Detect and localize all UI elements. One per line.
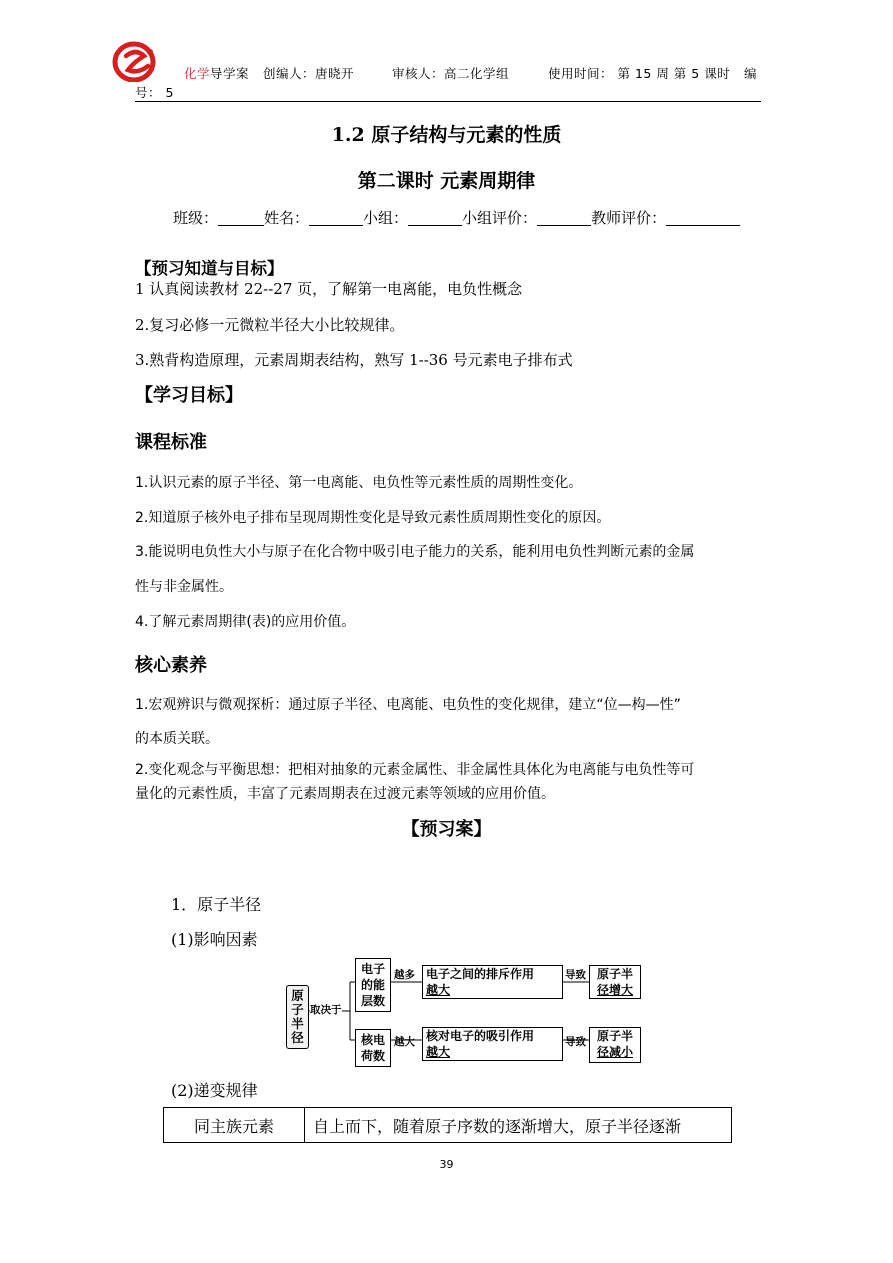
top-factor-line3: 层数 <box>360 994 385 1008</box>
bottom-factor-line2: 荷数 <box>360 1049 385 1063</box>
literacy-item-2: 2.变化观念与平衡思想：把相对抽象的元素金属性、非金属性具体化为电离能与电负性等可 <box>135 762 695 778</box>
class-blank[interactable] <box>218 209 264 226</box>
curriculum-item-2: 2.知道原子核外电子排布呈现周期性变化是导致元素性质周期性变化的原因。 <box>135 510 611 526</box>
bottom-lead-label: 导致 <box>565 1036 586 1048</box>
header-reviewer: 审核人：高二化学组 <box>392 66 510 81</box>
class-label: 班级： <box>173 209 219 227</box>
group-eval-blank[interactable] <box>537 209 591 226</box>
page-number: 39 <box>439 1158 454 1171</box>
root-char-1: 原 <box>291 988 304 1003</box>
preview-goal-2: 2.复习必修一元微粒半径大小比较规律。 <box>135 316 405 334</box>
root-box <box>286 985 309 1049</box>
page-title: 1.2 原子结构与元素的性质 <box>331 124 562 146</box>
table-cell-rule: 自上而下，随着原子序数的逐渐增大，原子半径逐渐 <box>305 1108 732 1143</box>
table-cell-group: 同主族元素 <box>164 1108 305 1143</box>
header-num-label2 <box>135 83 174 101</box>
student-info-line <box>173 207 740 228</box>
top-effect-line1: 电子之间的排斥作用 <box>426 967 535 981</box>
bottom-factor-box <box>355 1029 391 1067</box>
top-effect-box <box>422 965 563 999</box>
header-doc-type: 导学案 <box>210 66 250 81</box>
curriculum-item-1: 1.认识元素的原子半径、第一电离能、电负性等元素性质的周期性变化。 <box>135 475 583 491</box>
literacy-item-1: 1.宏观辨识与微观探析：通过原子半径、电离能、电负性的变化规律，建立“位—构—性” <box>135 697 681 713</box>
preview-goal-3: 3.熟背构造原理，元素周期表结构，熟写 1--36 号元素电子排布式 <box>135 351 573 369</box>
atomic-radius-diagram <box>280 955 650 1070</box>
preview-goal-1: 1 认真阅读教材 22--27 页，了解第一电离能，电负性概念 <box>135 280 523 298</box>
teacher-eval-blank[interactable] <box>666 209 740 226</box>
top-factor-line2: 的能 <box>360 978 385 992</box>
name-label: 姓名： <box>264 209 310 227</box>
teacher-eval-label: 教师评价： <box>591 209 667 227</box>
bottom-effect-box <box>422 1027 563 1061</box>
header-num-value: 5 <box>165 85 174 100</box>
group-blank[interactable] <box>408 209 462 226</box>
top-arrow-label: 越多 <box>394 969 415 981</box>
top-result-line2: 径增大 <box>596 983 633 997</box>
group-eval-label: 小组评价： <box>462 209 538 227</box>
header-subject <box>184 64 249 82</box>
literacy-item-2-cont: 量化的元素性质，丰富了元素周期表在过渡元素等领域的应用价值。 <box>135 786 555 802</box>
group-label: 小组： <box>363 209 409 227</box>
trend-heading: (2)递变规律 <box>171 1081 258 1100</box>
header-divider <box>135 101 761 102</box>
root-char-2: 子 <box>291 1002 304 1017</box>
curriculum-item-3-cont: 性与非金属性。 <box>135 579 233 595</box>
top-result-box <box>589 965 641 999</box>
bottom-arrow-label: 越大 <box>394 1036 415 1048</box>
bottom-result-line1: 原子半 <box>596 1029 633 1043</box>
root-char-3: 半 <box>291 1016 304 1031</box>
top-factor-box <box>355 958 391 1012</box>
name-blank[interactable] <box>309 209 363 226</box>
learning-goals-heading: 【学习目标】 <box>135 385 243 406</box>
bottom-effect-line1: 核对电子的吸引作用 <box>426 1029 535 1043</box>
bottom-result-box <box>589 1027 641 1063</box>
header-num-label2-text: 号： <box>135 85 162 100</box>
curriculum-item-3: 3.能说明电负性大小与原子在化合物中吸引电子能力的关系，能利用电负性判断元素的金属 <box>135 544 695 560</box>
top-factor-line1: 电子 <box>360 962 385 976</box>
header-time: 使用时间： 第 15 周 第 5 课时 <box>548 66 731 81</box>
curriculum-item-4: 4.了解元素周期律(表)的应用价值。 <box>135 614 356 630</box>
top-lead-label: 导致 <box>565 969 586 981</box>
preview-goals-heading: 【预习知道与目标】 <box>135 259 284 278</box>
table-row <box>164 1108 732 1143</box>
header-author: 创编人：唐晓开 <box>263 66 355 81</box>
top-effect-line2: 越大 <box>426 983 451 997</box>
literacy-item-1-cont: 的本质关联。 <box>135 731 219 747</box>
curriculum-heading: 课程标准 <box>135 432 207 453</box>
school-logo <box>112 40 160 82</box>
trend-table <box>163 1107 732 1143</box>
atomic-radius-heading: 1．原子半径 <box>171 895 262 914</box>
root-char-4: 径 <box>291 1030 304 1045</box>
factors-heading: (1)影响因素 <box>171 930 258 949</box>
preview-case-heading: 【预习案】 <box>401 819 492 840</box>
depends-label: 取决于 <box>310 1004 342 1016</box>
bottom-effect-line2: 越大 <box>426 1045 451 1059</box>
header-subject-red: 化学 <box>184 66 211 81</box>
literacy-heading: 核心素养 <box>135 655 207 676</box>
page-subtitle: 第二课时 元素周期律 <box>357 170 536 192</box>
top-result-line1: 原子半 <box>596 967 633 981</box>
bottom-result-line2: 径减小 <box>596 1045 633 1059</box>
bottom-factor-line1: 核电 <box>360 1033 385 1047</box>
header-num-label: 编 <box>744 66 758 81</box>
